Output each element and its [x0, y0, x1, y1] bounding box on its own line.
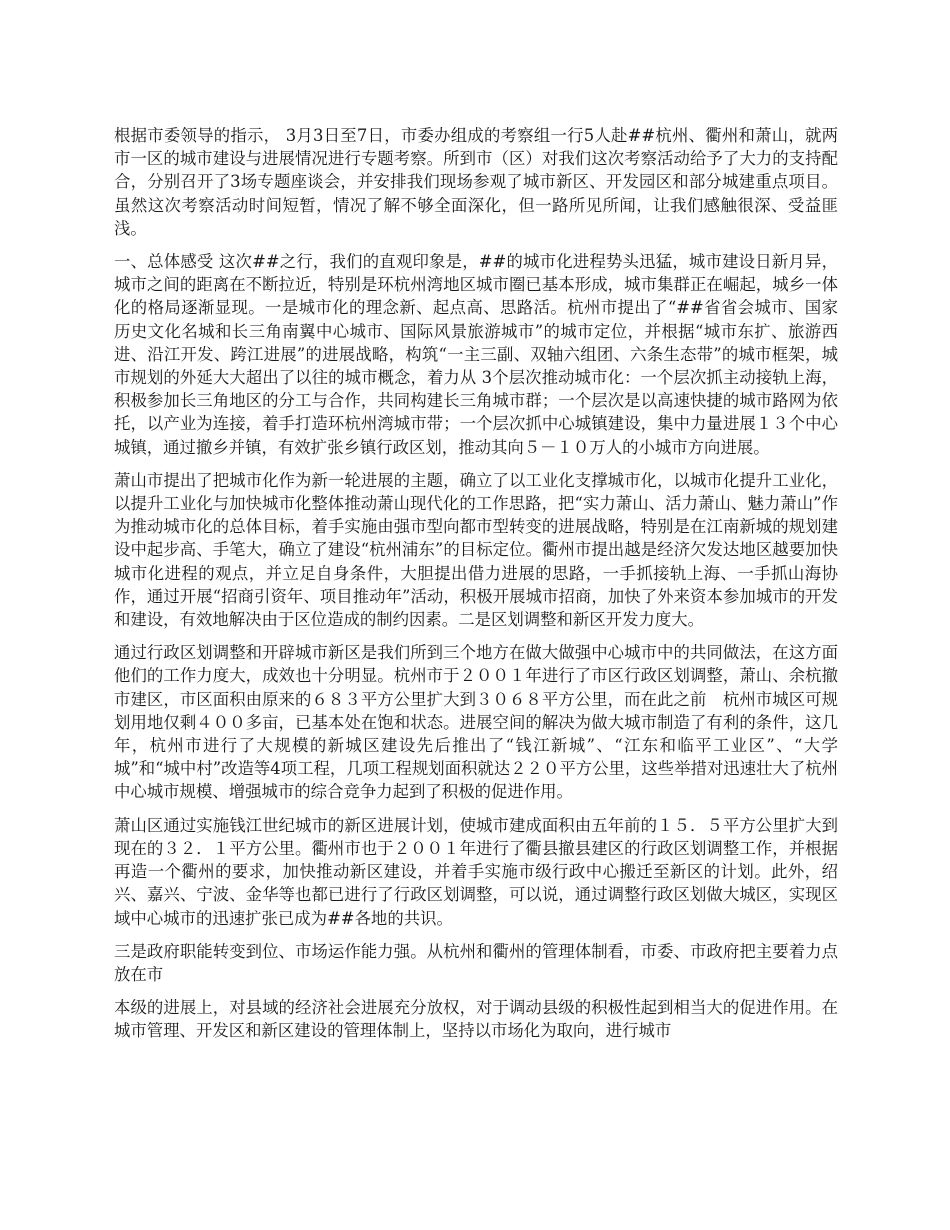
paragraph-market-operation: 本级的进展上，对县域的经济社会进展充分放权，对于调动县级的积极性起到相当大的促进作用。在城市管理、开发区和新区建设的管理体制上，坚持以市场化为取向，进行城市: [114, 998, 838, 1041]
document-body: [114, 124, 838, 1053]
paragraph-intro: 根据市委领导的指示， 3月3日至7日，市委办组成的考察组一行5人赴##杭州、衢州和萧山，就两市一区的城市建设与进展情况进行专题考察。所到市（区）对我们这次考察活动给予了大力的支持配合，分别召开了3场专题座谈会，并安排我们现场参观了城市新区、开发园区和部分城建重点项目。虽然这次考察活动时间短暂，情况了解不够全面深化，但一路所见所闻，让我们感触很深、受益匪浅。: [114, 126, 838, 238]
paragraph-xiaoshan-quzhou-strategy: 萧山市提出了把城市化作为新一轮进展的主题，确立了以工业化支撑城市化，以城市化提升工业化，以提升工业化与加快城市化整体推动萧山现代化的工作思路，把“实力萧山、活力萧山、魅力萧山”作为推动城市化的总体目标，着手实施由强市型向都市型转变的进展战略，特别是在江南新城的规划建设中起步高、手笔大，确立了建设“杭州浦东”的目标定位。衢州市提出越是经济欠发达地区越要加快城市化进程的观点，并立足自身条件，大胆提出借力进展的思路，一手抓接轨上海、一手抓山海协作，通过开展“招商引资年、项目推动年”活动，积极开展城市招商，加快了外来资本参加城市的开发和建设，有效地解决由于区位造成的制约因素。二是区划调整和新区开发力度大。: [114, 470, 838, 630]
paragraph-government-functions: 三是政府职能转变到位、市场运作能力强。从杭州和衢州的管理体制看，市委、市政府把主要着力点放在市: [114, 941, 838, 984]
paragraph-overall-impression: 一、总体感受 这次##之行，我们的直观印象是，##的城市化进程势头迅猛，城市建设日新月异，城市之间的距离在不断拉近，特别是环杭州湾地区城市圈已基本形成，城市集群正在崛起，城乡一体化的格局逐渐显现。一是城市化的理念新、起点高、思路活。杭州市提出了“##省省会城市、国家历史文化名城和长三角南翼中心城市、国际风景旅游城市”的城市定位，并根据“城市东扩、旅游西进、沿江开发、跨江进展”的进展战略，构筑“一主三副、双轴六组团、六条生态带”的城市框架，城市规划的外延大大超出了以往的城市概念，着力从 3个层次推动城市化：一个层次抓主动接轨上海，积极参加长三角地区的分工与合作，共同构建长三角城市群；一个层次是以高速快捷的城市路网为依托，以产业为连接，着手打造环杭州湾城市带；一个层次抓中心城镇建设，集中力量进展１３个中心城镇，通过撤乡并镇，有效扩张乡镇行政区划，推动其向５－１０万人的小城市方向进展。: [114, 252, 838, 457]
paragraph-district-adjustment: 通过行政区划调整和开辟城市新区是我们所到三个地方在做大做强中心城市中的共同做法，在这方面他们的工作力度大，成效也十分明显。杭州市于２００１年进行了市区行政区划调整，萧山、余杭撤市建区，市区面积由原来的６８３平方公里扩大到３０６８平方公里，而在此之前 杭州市城区可规划用地仅剩４００多亩，已基本处在饱和状态。进展空间的解决为做大城市制造了有利的条件，这几年，杭州市进行了大规模的新城区建设先后推出了“钱江新城”、“江东和临平工业区”、“大学城”和“城中村”改造等4项工程，几项工程规划面积就达２２０平方公里，这些举措对迅速壮大了杭州中心城市规模、增强城市的综合竞争力起到了积极的促进作用。: [114, 643, 838, 802]
paragraph-new-district-plan: 萧山区通过实施钱江世纪城市的新区进展计划，使城市建成面积由五年前的１５．５平方公里扩大到现在的３２．１平方公里。衢州市也于２００１年进行了衢县撤县建区的行政区划调整工作，并根据再造一个衢州的要求，加快推动新区建设，并着手实施市级行政中心搬迁至新区的计划。此外，绍兴、嘉兴、宁波、金华等也都已进行了行政区划调整，可以说，通过调整行政区划做大城区，实现区域中心城市的迅速扩张已成为##各地的共识。: [114, 815, 838, 928]
